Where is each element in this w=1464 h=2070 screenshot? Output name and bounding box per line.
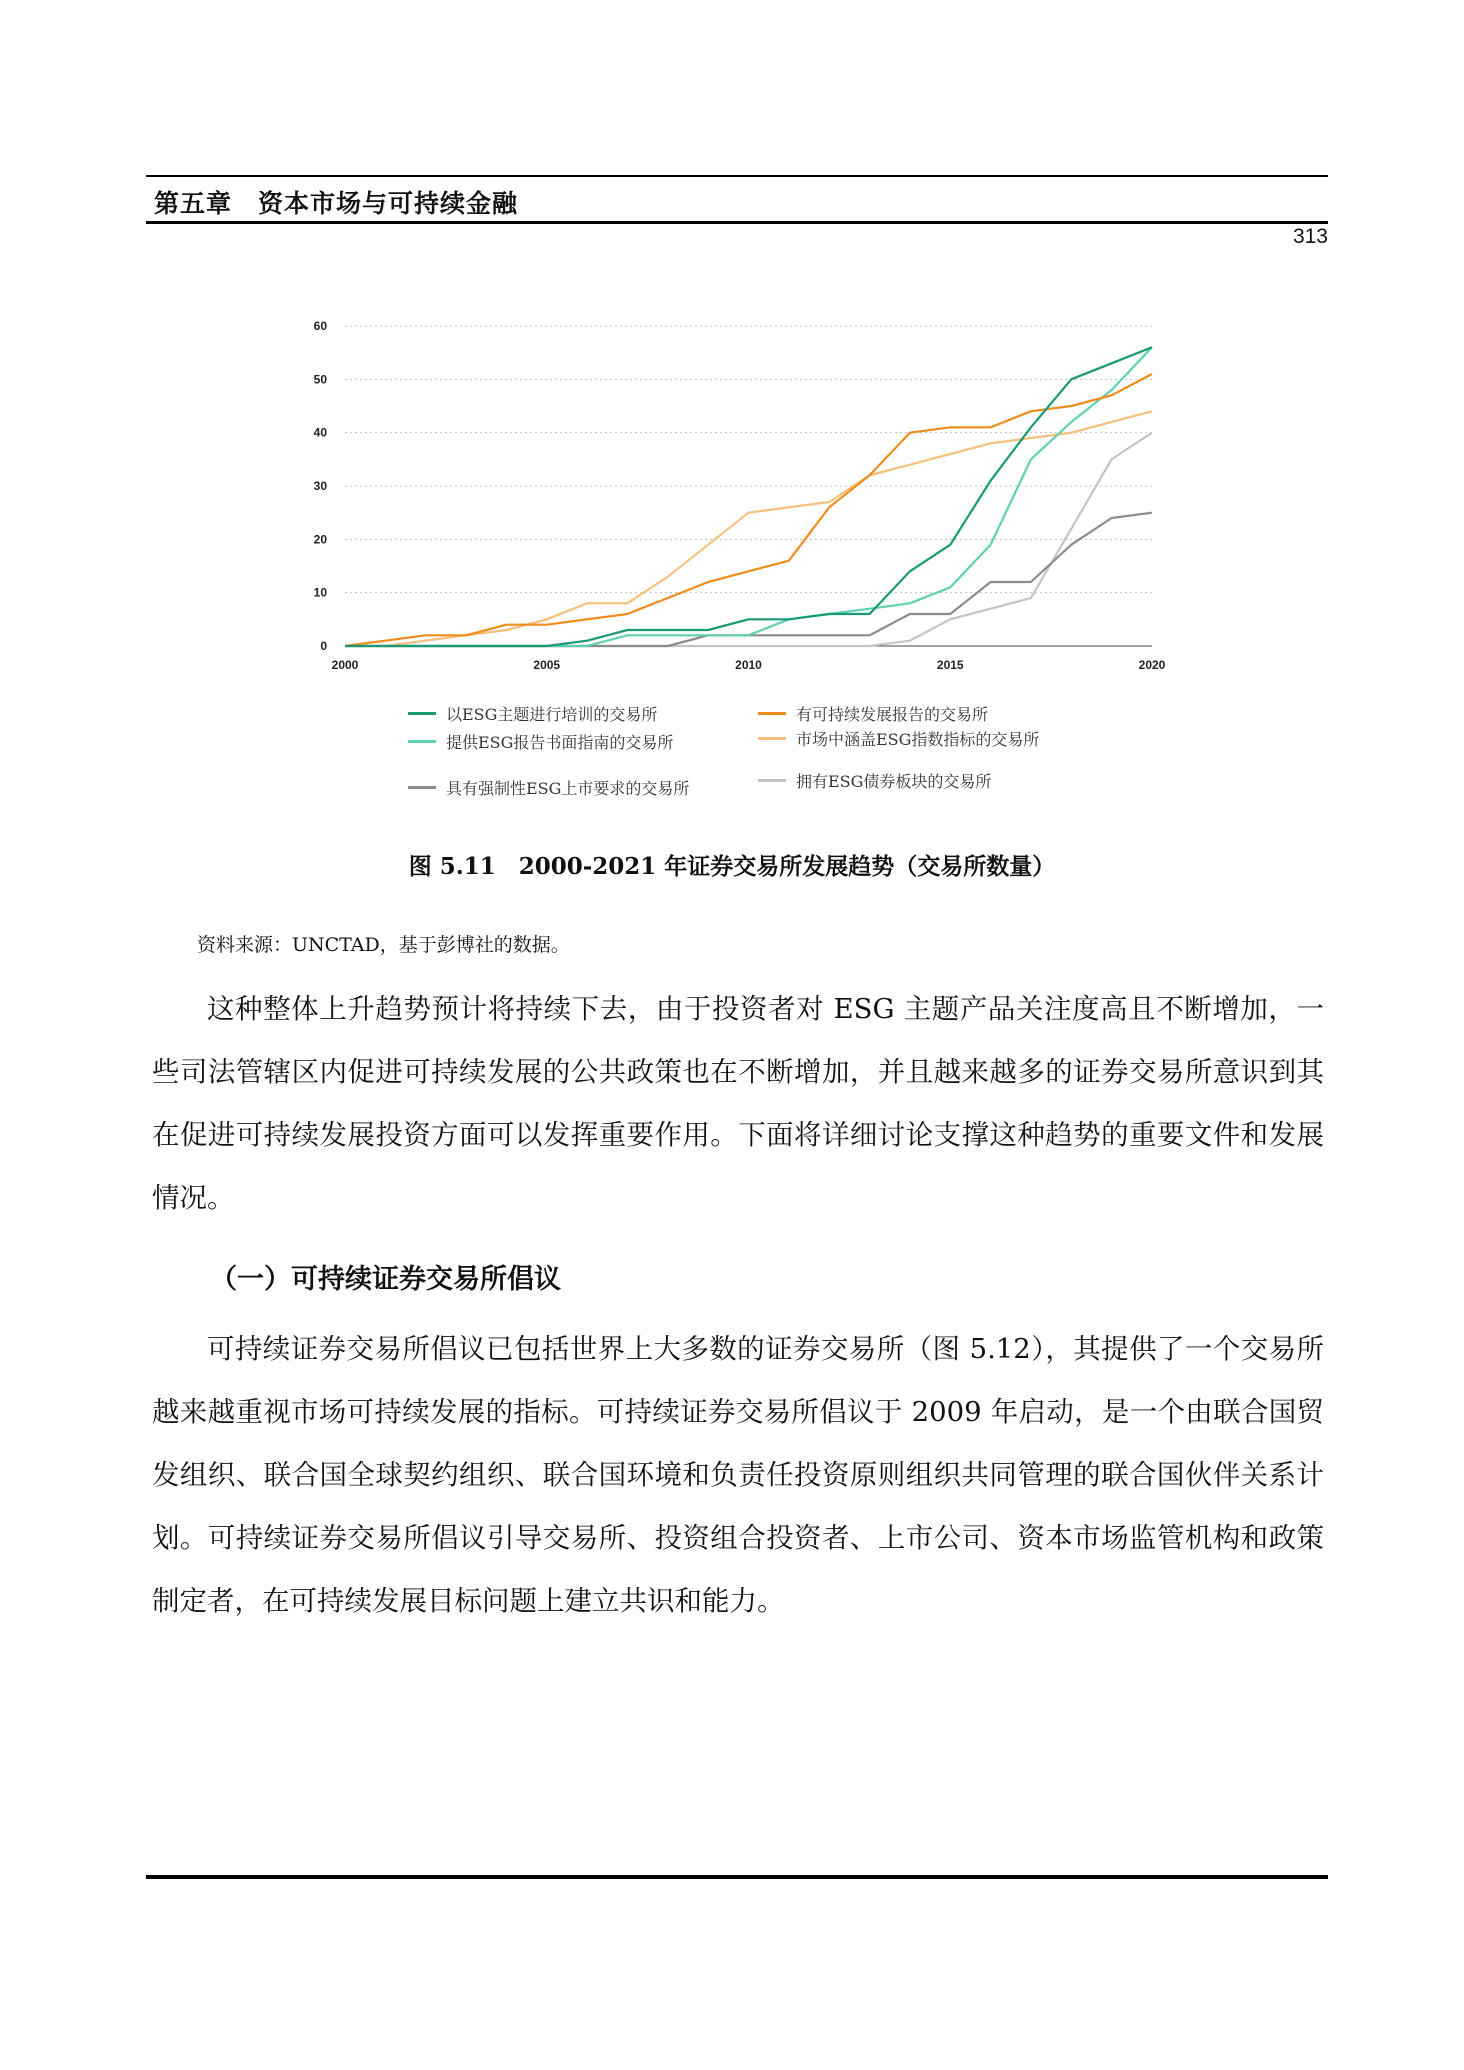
y-tick-label: 60 xyxy=(313,319,327,333)
legend-swatch xyxy=(408,740,436,743)
legend-item-esg-index xyxy=(758,727,1039,750)
legend-item-written-guidance xyxy=(408,730,673,753)
legend-label: 有可持续发展报告的交易所 xyxy=(796,705,989,724)
legend-item-bond-segment xyxy=(758,769,991,792)
figure-caption: 图 5.11 2000-2021 年证券交易所发展趋势（交易所数量） xyxy=(408,853,1056,880)
section-heading: （一）可持续证券交易所倡议 xyxy=(210,1264,561,1295)
series-line-3 xyxy=(345,411,1152,646)
legend-label: 具有强制性ESG上市要求的交易所 xyxy=(446,779,690,798)
legend-label: 拥有ESG债券板块的交易所 xyxy=(796,772,992,791)
body-paragraph: 这种整体上升趋势预计将持续下去，由于投资者对 ESG 主题产品关注度高且不断增加，一些司法管辖区内促进可持续发展的公共政策也在不断增加，并且越来越多的证券交易所意识到其在促进可持续发展投资方面可以发挥重要作用。下面将详细讨论支撑这种趋势的重要文件和发展情况。 xyxy=(152,993,1324,1214)
series-line-4 xyxy=(345,513,1152,646)
x-tick-label: 2010 xyxy=(735,658,762,672)
footer-rule xyxy=(146,1875,1328,1879)
legend-swatch xyxy=(408,786,436,789)
legend-swatch xyxy=(758,779,786,782)
x-tick-label: 2020 xyxy=(1138,658,1166,672)
chapter-title: 第五章 资本市场与可持续金融 xyxy=(154,189,519,218)
legend-item-mandatory-listing xyxy=(408,776,689,799)
series-line-0 xyxy=(345,347,1152,646)
y-tick-label: 20 xyxy=(313,532,327,547)
source-note: 资料来源：UNCTAD，基于彭博社的数据。 xyxy=(197,934,570,956)
body-paragraph: 可持续证券交易所倡议已包括世界上大多数的证券交易所（图 5.12），其提供了一个交易所越来越重视市场可持续发展的指标。可持续证券交易所倡议于 2009 年启动，是一个由联合国贸发组织、联合国全球契约组织、联合国环境和负责任投资原则组织共同管理的联合国伙伴关系计划。可持续证券交易所倡议引导交易所、投资组合投资者、上市公司、资本市场监管机构和政策制定者，在可持续发展目标问题上建立共识和能力。 xyxy=(152,1333,1324,1617)
series-line-2 xyxy=(345,347,1152,646)
page-number: 313 xyxy=(1292,225,1328,248)
legend-label: 提供ESG报告书面指南的交易所 xyxy=(446,733,674,752)
y-tick-label: 50 xyxy=(313,372,327,387)
y-tick-label: 10 xyxy=(313,585,327,600)
legend-swatch xyxy=(408,712,436,715)
y-tick-label: 30 xyxy=(313,479,327,493)
header-top-rule xyxy=(146,175,1328,177)
x-tick-label: 2000 xyxy=(331,658,359,672)
legend-item-sustainability-report xyxy=(758,702,988,725)
header-bottom-rule xyxy=(146,221,1328,224)
legend-swatch xyxy=(758,737,786,740)
legend-label: 以ESG主题进行培训的交易所 xyxy=(446,705,658,724)
legend-label: 市场中涵盖ESG指数指标的交易所 xyxy=(796,730,1040,749)
x-tick-label: 2015 xyxy=(936,658,964,672)
legend-item-training xyxy=(408,702,657,725)
chart-series xyxy=(345,347,1152,646)
line-chart xyxy=(290,300,1170,690)
series-line-1 xyxy=(345,374,1152,646)
y-tick-label: 0 xyxy=(320,639,327,653)
x-tick-label: 2005 xyxy=(533,658,561,672)
y-tick-label: 40 xyxy=(313,425,327,440)
chart-axes xyxy=(314,319,1166,672)
legend-swatch xyxy=(758,712,786,715)
